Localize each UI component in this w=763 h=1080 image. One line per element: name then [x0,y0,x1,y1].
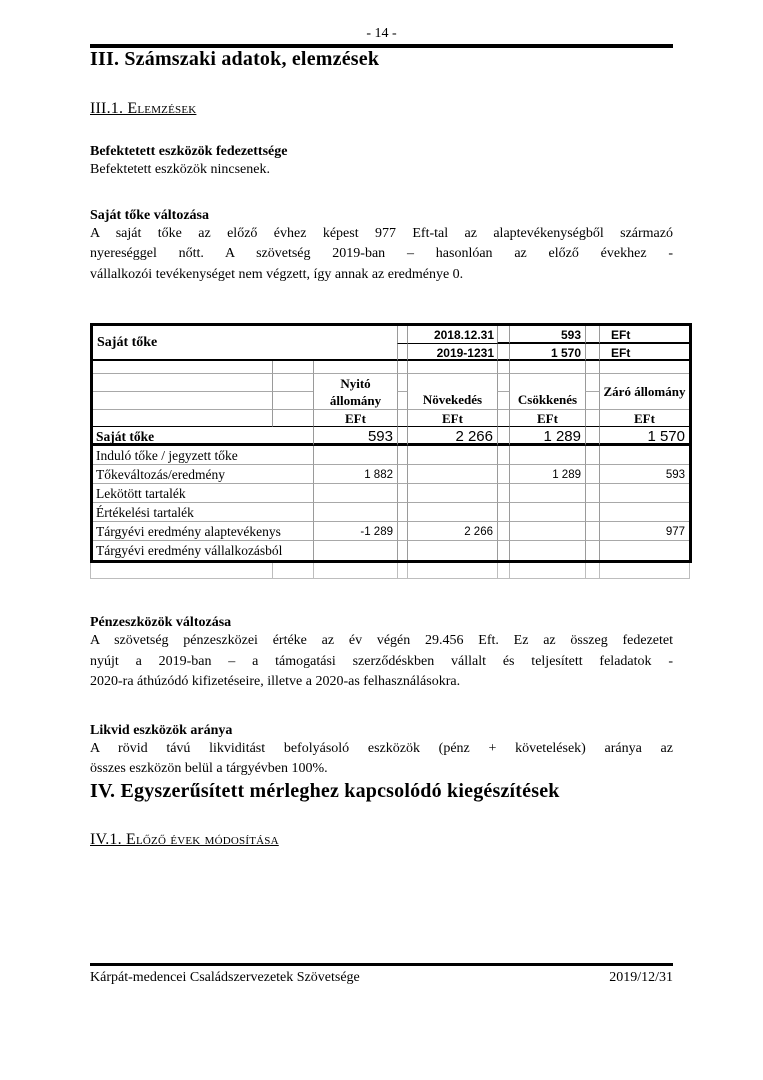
paragraph-line: összes eszközön belül a tárgyévben 100%. [90,761,328,776]
row-nyito [313,484,397,503]
table-spacer [497,541,510,560]
unit-header-novekedes: EFt [408,410,497,427]
year2-date-cell: 2019-1231 [408,344,497,361]
row-label: Értékelési tartalék [93,503,313,522]
befektetett-body: Befektetett eszközök nincsenek. [90,162,270,177]
col-header-nyito: Nyitó állomány [313,374,397,410]
table-spacer [585,410,600,427]
table-spacer [90,563,272,579]
row-novekedes [408,484,497,503]
table-spacer [585,427,600,446]
table-spacer [313,563,397,579]
row-zaro [600,541,689,560]
page-content [90,0,686,849]
table-spacer [585,563,600,579]
table-spacer [585,522,600,541]
unit-header-nyito: EFt [313,410,397,427]
subsection-heading-iv1: IV.1. Előző évek módosítása [90,830,279,848]
table-spacer [397,465,408,484]
row-novekedes [408,465,497,484]
table-spacer [397,541,408,560]
table-spacer [397,374,408,392]
unit-header-csokkenes: EFt [510,410,585,427]
col-header-zaro: Záró állomány [600,374,689,410]
row-csokkenes [510,503,585,522]
row-nyito: 1 882 [313,465,397,484]
table-spacer [497,392,510,410]
row-label: Lekötött tartalék [93,484,313,503]
table-spacer [497,374,510,392]
table-spacer [600,563,690,579]
table-spacer [93,374,272,392]
page-footer [90,963,673,986]
row-novekedes: 2 266 [408,522,497,541]
table-spacer [272,410,313,427]
table-spacer [408,563,497,579]
table-spacer [585,326,600,344]
col-header-csokkenes: Csökkenés [510,374,585,410]
table-spacer [585,446,600,465]
equity-table-grid [93,326,689,560]
table-title-cell: Saját tőke [93,326,397,361]
row-label: Tőkeváltozás/eredmény [93,465,313,484]
summary-label: Saját tőke [93,427,313,446]
penzeszkozok-title: Pénzeszközök változása [90,615,232,630]
summary-csokkenes: 1 289 [510,427,585,446]
table-spacer [272,361,313,374]
footer-date: 2019/12/31 [609,970,673,985]
table-spacer [397,484,408,503]
table-spacer [397,410,408,427]
row-csokkenes [510,522,585,541]
row-csokkenes: 1 289 [510,465,585,484]
row-novekedes [408,503,497,522]
paragraph-line: nyújt a 2019-ban – a támogatási szerződéskben vállalt és teljesített feladatok - [90,653,673,669]
row-nyito [313,503,397,522]
table-spacer [397,446,408,465]
summary-nyito: 593 [313,427,397,446]
unit-header-zaro: EFt [600,410,689,427]
row-label: Tárgyévi eredmény vállalkozásból [96,543,283,558]
table-spacer [510,563,585,579]
summary-zaro: 1 570 [600,427,689,446]
equity-table [90,323,692,579]
row-novekedes [408,541,497,560]
row-csokkenes [510,541,585,560]
table-spacer [272,392,313,410]
table-spacer [497,465,510,484]
table-spacer [497,344,510,361]
table-spacer [510,361,585,374]
table-spacer [93,361,272,374]
table-spacer [497,427,510,446]
row-csokkenes [510,446,585,465]
row-nyito [313,541,397,560]
table-spacer [585,392,600,410]
table-spacer [585,344,600,361]
row-nyito [313,446,397,465]
row-zaro [600,446,689,465]
table-spacer [600,361,689,374]
table-spacer [497,503,510,522]
table-spacer [397,344,408,361]
row-novekedes [408,446,497,465]
year2-unit-cell: EFt [600,344,689,361]
table-spacer [497,446,510,465]
table-spacer [497,563,510,579]
year1-value-cell: 593 [510,326,585,344]
page-number: - 14 - [366,26,397,41]
table-spacer [408,361,497,374]
row-nyito: -1 289 [313,522,397,541]
table-spacer [397,392,408,410]
footer-rule [90,963,673,966]
table-spacer [397,427,408,446]
summary-novekedes: 2 266 [408,427,497,446]
equity-table-border [90,323,692,563]
table-spacer [313,361,397,374]
table-spacer [585,465,600,484]
footer-organization: Kárpát-medencei Családszervezetek Szövetsége [90,970,360,985]
table-spacer [272,563,313,579]
table-spacer [497,326,510,344]
gridline-ghost-row [90,563,692,579]
year1-unit-cell: EFt [600,326,689,344]
table-spacer [397,563,408,579]
table-spacer [497,522,510,541]
row-csokkenes [510,484,585,503]
sajat-toke-title: Saját tőke változása [90,207,209,223]
table-spacer [497,484,510,503]
befektetett-title: Befektetett eszközök fedezettsége [90,144,288,159]
row-zaro: 977 [600,522,689,541]
table-spacer [397,361,408,374]
table-spacer [93,410,272,427]
likvid-title: Likvid eszközök aránya [90,722,233,738]
row-zaro: 593 [600,465,689,484]
table-spacer [397,522,408,541]
paragraph-line: vállalkozói tevékenységet nem végzett, így annak az eredménye 0. [90,266,464,282]
col-header-novekedes: Növekedés [408,374,497,410]
year2-value-cell: 1 570 [510,344,585,361]
table-spacer [497,410,510,427]
table-spacer [585,374,600,392]
paragraph-line: A szövetség pénzeszközei értéke az év végén 29.456 Eft. Ez az összeg fedezetet [90,633,673,648]
table-spacer [93,392,272,410]
row-label: Induló tőke / jegyzett tőke [93,446,313,465]
paragraph-line: 2020-ra áthúzódó kifizetéseire, illetve a 2020-as felhasználásokra. [90,674,461,689]
row-zaro [600,484,689,503]
table-spacer [497,361,510,374]
table-spacer [585,541,600,560]
year1-date-cell: 2018.12.31 [408,326,497,344]
table-spacer [585,361,600,374]
row-label: Tárgyévi eredmény alaptevékenys [93,522,313,541]
table-spacer [272,374,313,392]
subsection-heading-iii1: III.1. Elemzések [90,100,197,117]
table-spacer [397,503,408,522]
paragraph-line: A saját tőke az előző évhez képest 977 Eft-tal az alaptevékenységből származó [90,225,673,241]
table-spacer [585,503,600,522]
paragraph-line: A rövid távú likviditást befolyásoló eszközök (pénz + követelések) aránya az [90,740,673,756]
table-spacer [397,326,408,344]
section-heading-iv: IV. Egyszerűsített mérleghez kapcsolódó kiegészítések [90,779,560,802]
section-heading-iii: III. Számszaki adatok, elemzések [90,48,380,70]
table-spacer [585,484,600,503]
paragraph-line: nyereséggel nőtt. A szövetség 2019-ban – hasonlóan az előző évekhez - [90,246,673,261]
row-zaro [600,503,689,522]
